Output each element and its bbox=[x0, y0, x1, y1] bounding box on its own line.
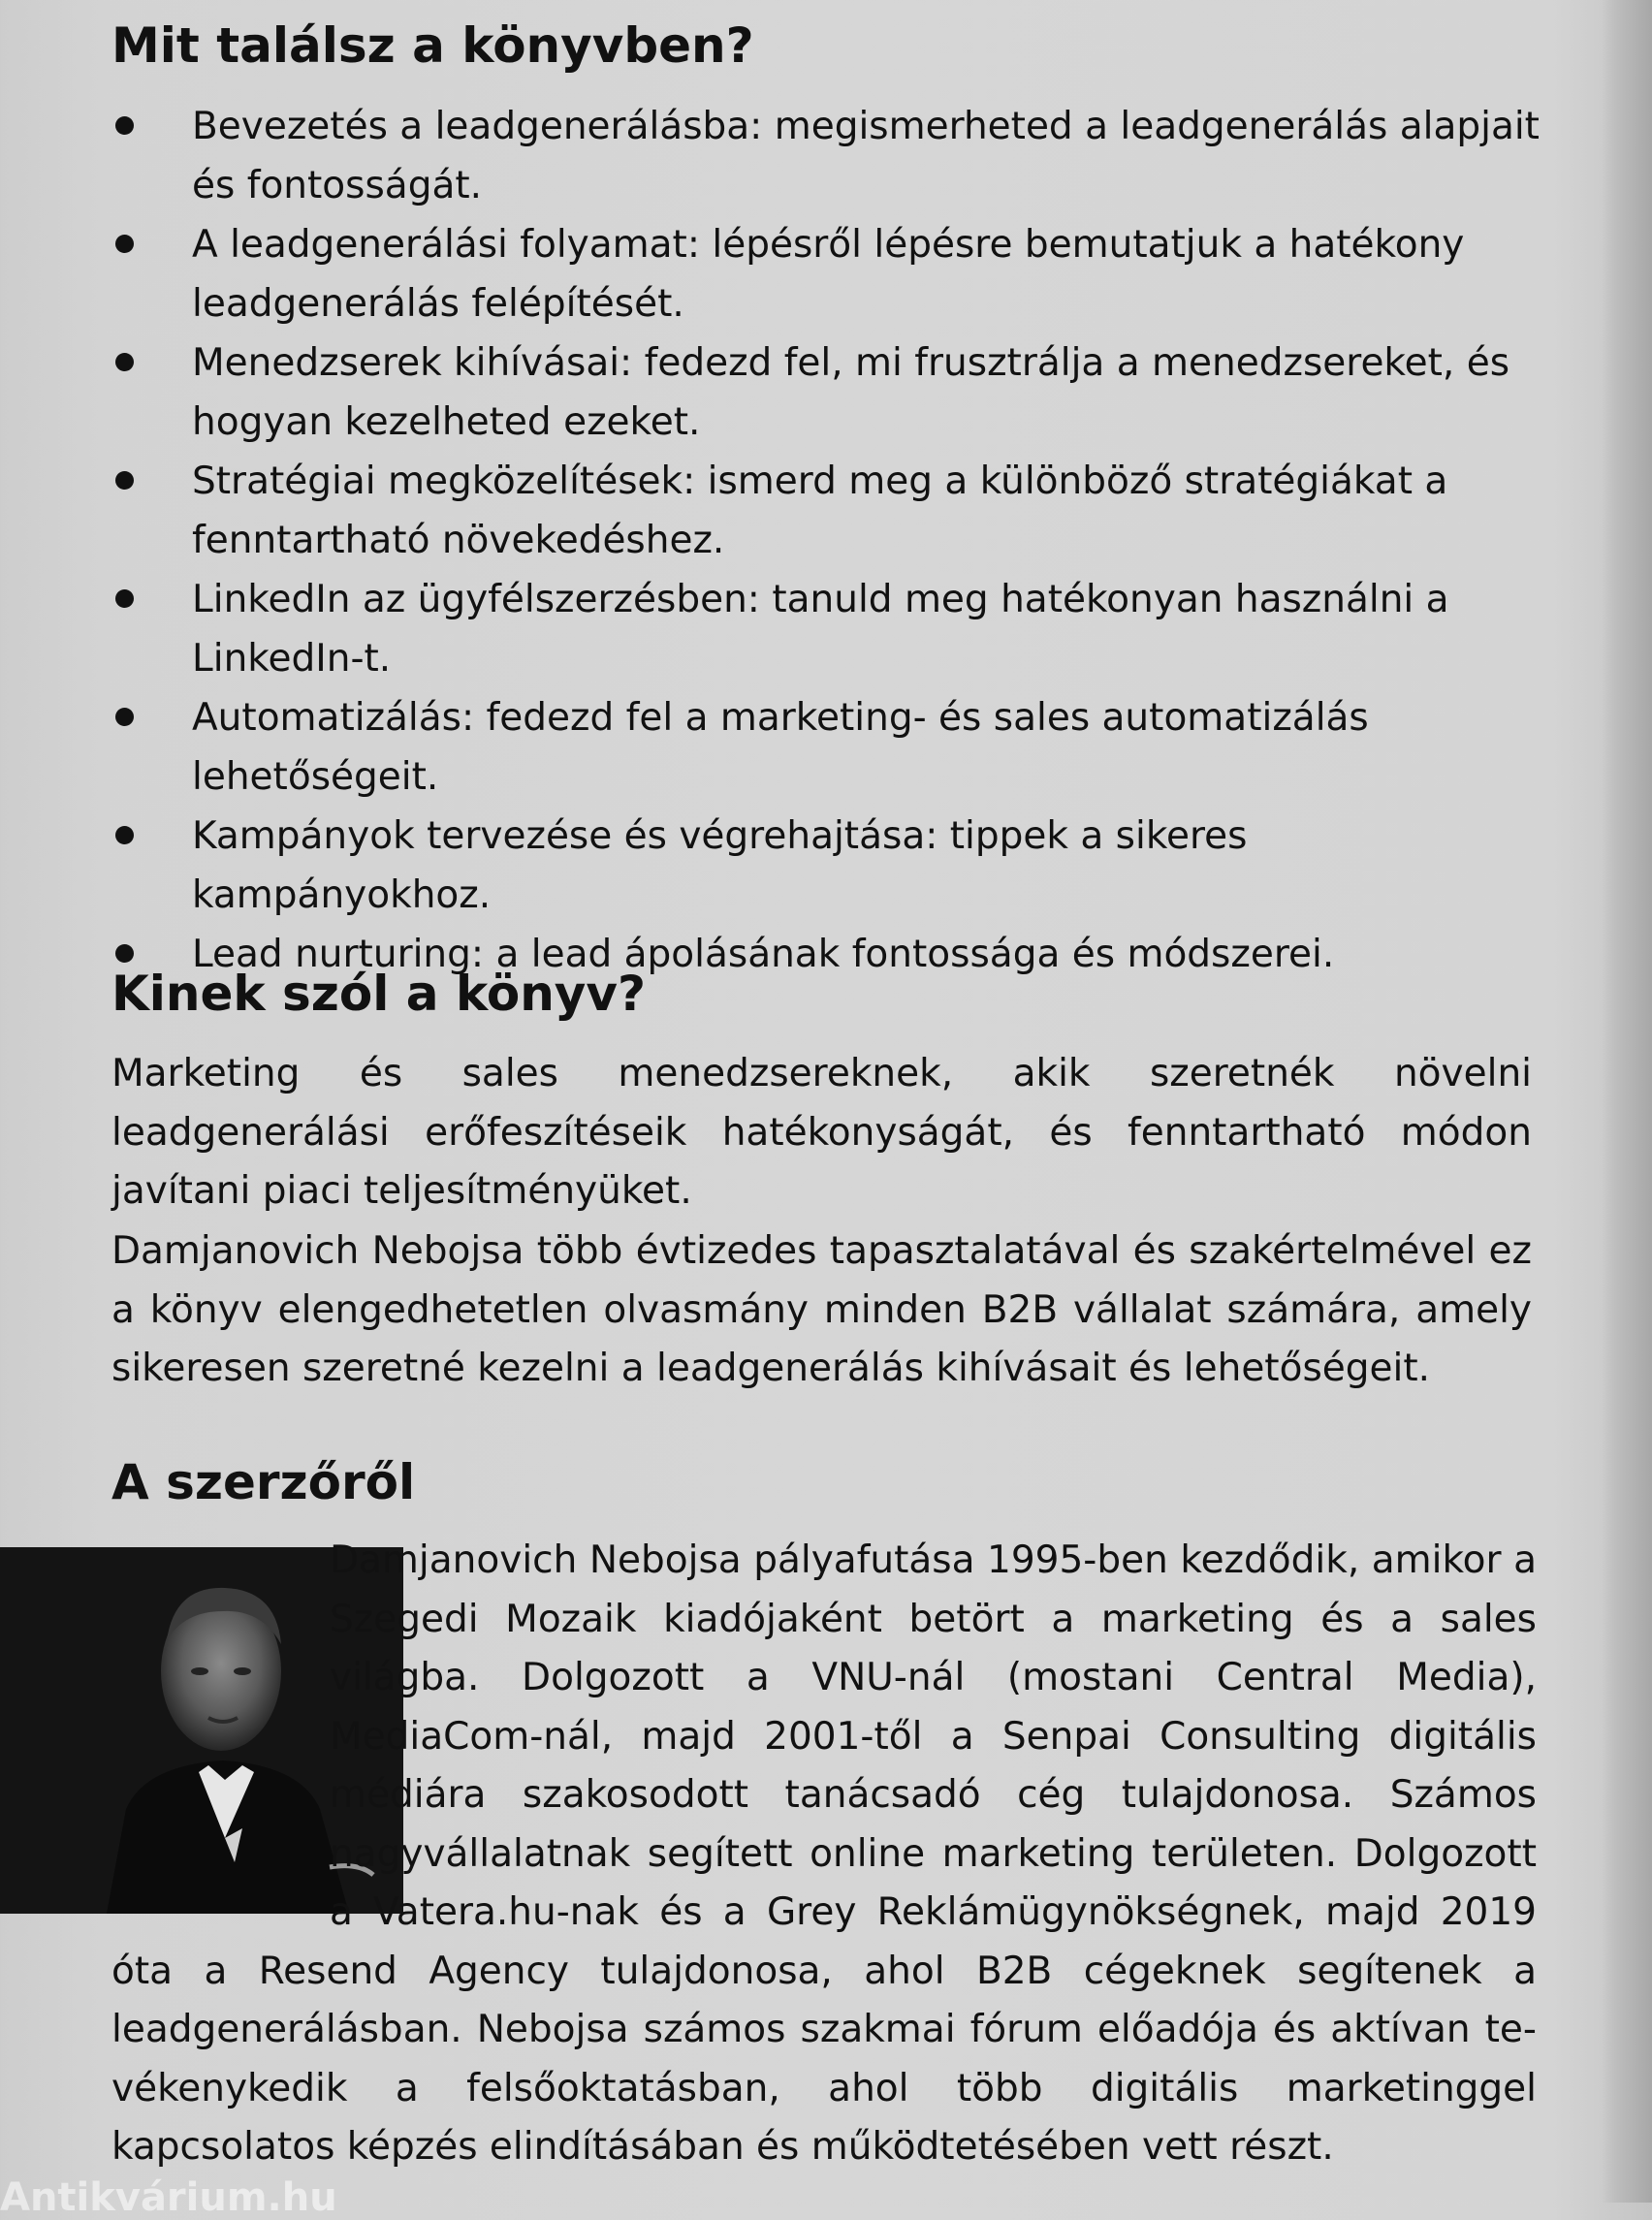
list-item-text: Menedzserek kihívásai: fedezd fel, mi frusztrálja a menedzsereket, és hogyan kezelheted ezeket. bbox=[192, 341, 1510, 444]
author-bio-text: Damjanovich Nebojsa pályafutása 1995-ben kezdődik, amikor a Szegedi Mozaik kiadójaként betört a marketing és a sales világba. Dolgozott a VNU-nál (mostani Central Media), MediaCom-nál, majd 2001-től a Senpai Consulting digitális médiára szakosodott tanácsadó cég tulajdonosa. Számos nagyvállalatnak segített online marketing területen. Dolgozott a Vatera.hu-nak és a Grey Reklámügynökségnek, majd 2019 óta a Resend Agency tulajdonosa, ahol B2B cégeknek segítenek a leadgenerálásban. Nebojsa számos szakmai fórum előadója és aktívan tevékenykedik a felsőoktatásban, ahol több digitális marketinggel kapcsolatos képzés elindításában és működtetésében vett részt. bbox=[111, 1538, 1537, 2169]
list-item-text: LinkedIn az ügyfélszerzésben: tanuld meg hatékonyan használni a LinkedIn-t. bbox=[192, 578, 1449, 681]
bullet-icon bbox=[115, 471, 134, 490]
photo-wrap-spacer bbox=[0, 1532, 330, 1939]
list-item-text: Stratégiai megközelítések: ismerd meg a különböző stratégiákat a fenntartható növekedéshez. bbox=[192, 460, 1448, 562]
audience-paragraph-1: Marketing és sales menedzsereknek, akik szeretnék növelni leadgenerálási erőfeszítéseik hatékonyságát, és fenntartható módon javítani piaci teljesítményüket. bbox=[111, 1052, 1532, 1213]
list-item bbox=[111, 215, 1546, 333]
list-item-text: Automatizálás: fedezd fel a marketing- és sales automatizálás lehetőségeit. bbox=[192, 696, 1369, 799]
page-edge-shadow bbox=[1602, 0, 1652, 2203]
bullet-icon bbox=[115, 116, 134, 135]
bullet-icon bbox=[115, 353, 134, 371]
author-bio bbox=[111, 1532, 1537, 2177]
list-item-text: Lead nurturing: a lead ápolásának fontossága és módszerei. bbox=[192, 933, 1335, 976]
bullet-icon bbox=[115, 589, 134, 608]
bullet-icon bbox=[115, 708, 134, 726]
list-item bbox=[111, 333, 1546, 452]
list-item bbox=[111, 807, 1546, 925]
list-item-text: A leadgenerálási folyamat: lépésről lépésre bemutatjuk a hatékony leadgenerálás felépítését. bbox=[192, 223, 1465, 326]
section-heading-book-contents: Mit találsz a könyvben? bbox=[111, 17, 754, 74]
bullet-icon bbox=[115, 944, 134, 963]
bullet-icon bbox=[115, 826, 134, 844]
section-heading-audience: Kinek szól a könyv? bbox=[111, 966, 647, 1022]
list-item-text: Kampányok tervezése és végrehajtása: tippek a sikeres kampányokhoz. bbox=[192, 814, 1248, 917]
list-item bbox=[111, 688, 1546, 807]
book-contents-list bbox=[111, 97, 1546, 984]
list-item bbox=[111, 97, 1546, 215]
list-item bbox=[111, 452, 1546, 570]
list-item bbox=[111, 570, 1546, 688]
list-item-text: Bevezetés a leadgenerálásba: megismerheted a leadgenerálás alapjait és fontosságát. bbox=[192, 105, 1540, 207]
watermark: Antikvárium.hu bbox=[0, 2175, 337, 2220]
section-heading-author: A szerzőről bbox=[111, 1454, 416, 1510]
bullet-icon bbox=[115, 235, 134, 253]
audience-paragraph-2: Damjanovich Nebojsa több évtizedes tapasztalatával és szakértelmével ez a könyv elengedhetetlen olvasmány minden B2B vállalat számára, amely sikeresen szeretné kezelni a leadgenerálás kihívásait és lehetőségeit. bbox=[111, 1229, 1532, 1390]
